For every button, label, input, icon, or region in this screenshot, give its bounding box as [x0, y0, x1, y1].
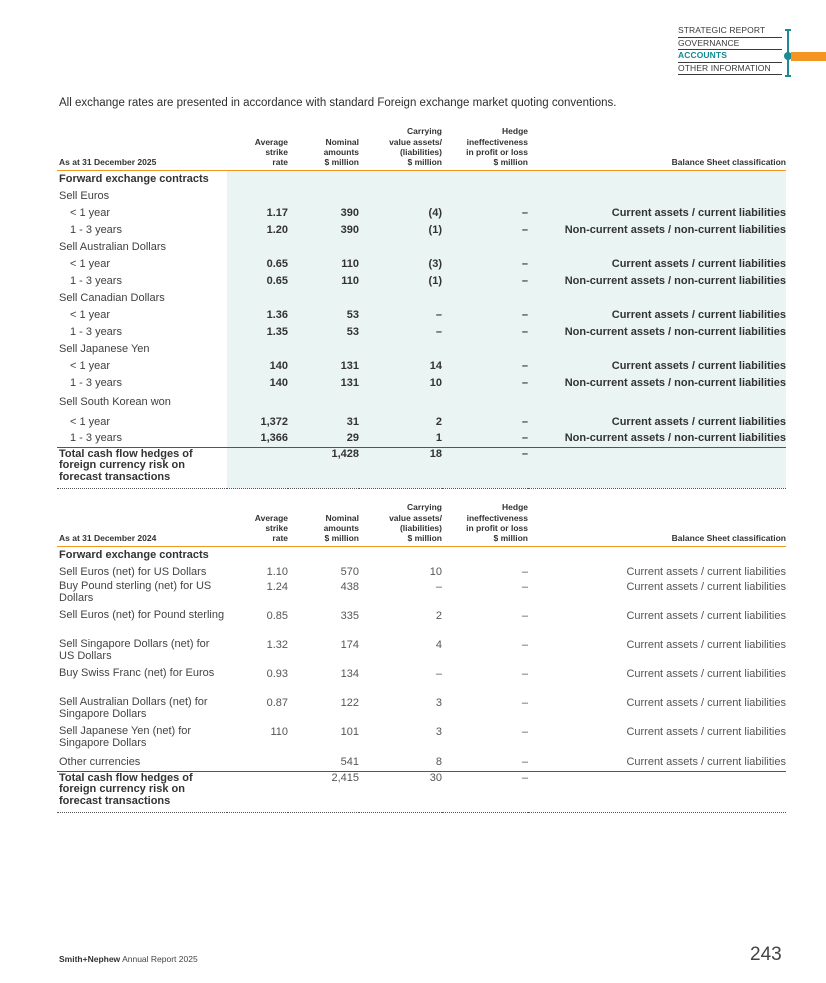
cell-strike: 140	[227, 357, 288, 374]
table-row	[57, 374, 786, 391]
cell-classification: Current assets / current liabilities	[626, 697, 786, 709]
column-header-nominal: Nominal amounts $ million	[288, 493, 359, 546]
cell-classification: Non-current assets / non-current liabilities	[528, 430, 786, 447]
column-header-carrying: Carrying value assets/ (liabilities) $ million	[359, 117, 442, 170]
column-header-period: As at 31 December 2025	[57, 117, 227, 170]
report-name: Annual Report 2025	[122, 954, 198, 964]
group-label: Sell South Korean won	[59, 396, 171, 408]
cell-carrying: 10	[429, 565, 442, 578]
cell-carrying: –	[435, 668, 442, 680]
table-row	[57, 754, 786, 771]
total-label: Total cash flow hedges of foreign currency risk on forecast transactions	[57, 447, 227, 488]
column-header-carrying: Carrying value assets/ (liabilities) $ million	[359, 493, 442, 546]
intro-text: All exchange rates are presented in accordance with standard Foreign exchange market quoting conventions.	[59, 97, 617, 109]
table-row	[57, 204, 786, 221]
row-label: 1 - 3 years	[70, 325, 122, 338]
cell-carrying: –	[359, 306, 442, 323]
cell-nominal: 110	[288, 272, 359, 289]
cell-classification: Current assets / current liabilities	[626, 756, 786, 769]
total-row	[57, 771, 786, 812]
table-row	[57, 638, 786, 667]
cell-strike: 1.17	[227, 204, 288, 221]
cell-hedge: –	[442, 374, 528, 391]
cell-classification: Current assets / current liabilities	[528, 357, 786, 374]
cell-strike: 1,372	[227, 413, 288, 430]
table-row	[57, 667, 786, 696]
cell-nominal: 390	[288, 221, 359, 238]
cell-carrying: (1)	[359, 272, 442, 289]
cell-strike: 0.85	[266, 610, 288, 622]
row-label: 1 - 3 years	[70, 376, 122, 389]
table-row	[57, 323, 786, 340]
cell-classification: Current assets / current liabilities	[626, 639, 786, 651]
table-row	[57, 580, 786, 609]
row-label: < 1 year	[70, 359, 111, 372]
cell-classification: Current assets / current liabilities	[528, 255, 786, 272]
column-header-classification: Balance Sheet classification	[528, 493, 786, 546]
cell-classification: Current assets / current liabilities	[626, 668, 786, 680]
row-label: < 1 year	[70, 257, 111, 270]
cell-carrying: 10	[359, 374, 442, 391]
cell-strike: 0.93	[266, 668, 288, 680]
cell-carrying: –	[359, 323, 442, 340]
column-header-hedge: Hedge ineffectiveness in profit or loss $ million	[442, 493, 528, 546]
nav-indicator-tick-bottom	[785, 75, 791, 77]
cell-carrying: (3)	[359, 255, 442, 272]
column-header-strike: Average strike rate	[227, 493, 288, 546]
row-label: Sell Japanese Yen (net) for Singapore Dollars	[59, 725, 192, 749]
cell-carrying: 8	[435, 756, 442, 769]
table-row	[57, 609, 786, 638]
cell-carrying: –	[435, 581, 442, 593]
section-label: Forward exchange contracts	[59, 172, 209, 185]
cell-strike: 1,366	[227, 430, 288, 447]
cell-hedge: –	[521, 756, 528, 769]
row-label: Sell Singapore Dollars (net) for US Dollars	[59, 638, 210, 662]
table-row	[57, 563, 786, 580]
cell-carrying: 14	[359, 357, 442, 374]
row-label: < 1 year	[70, 308, 111, 321]
row-label: < 1 year	[70, 206, 111, 219]
hedges-table-2024	[57, 493, 786, 813]
cell-classification: Current assets / current liabilities	[528, 413, 786, 430]
cell-classification: Current assets / current liabilities	[626, 610, 786, 622]
cell-nominal: 31	[288, 413, 359, 430]
group-row	[57, 391, 786, 413]
cell-carrying: 4	[435, 639, 442, 651]
group-row	[57, 238, 786, 255]
cell-classification: Current assets / current liabilities	[626, 565, 786, 578]
group-label: Sell Canadian Dollars	[59, 291, 165, 304]
cell-carrying: (4)	[359, 204, 442, 221]
cell-hedge: –	[442, 323, 528, 340]
page-number: 243	[750, 944, 782, 965]
row-label: Buy Pound sterling (net) for US Dollars	[59, 580, 212, 604]
cell-carrying: 1	[359, 430, 442, 447]
cell-carrying: 3	[435, 697, 442, 709]
table-row	[57, 221, 786, 238]
nav-active-tab	[791, 52, 826, 61]
cell-nominal: 438	[340, 581, 359, 593]
nav-governance[interactable]: GOVERNANCE	[678, 38, 782, 51]
cell-strike: 1.10	[266, 565, 288, 578]
row-label: Buy Swiss Franc (net) for Euros	[59, 667, 215, 679]
table-row	[57, 306, 786, 323]
cell-classification: Current assets / current liabilities	[626, 581, 786, 593]
cell-nominal: 53	[288, 323, 359, 340]
cell-hedge: –	[442, 221, 528, 238]
cell-nominal: 53	[288, 306, 359, 323]
cell-hedge: –	[442, 413, 528, 430]
cell-strike: 1.35	[227, 323, 288, 340]
cell-hedge: –	[521, 565, 528, 578]
group-label: Sell Australian Dollars	[59, 240, 166, 253]
cell-carrying: 2	[359, 413, 442, 430]
nav-accounts[interactable]: ACCOUNTS	[678, 50, 782, 63]
row-label: < 1 year	[70, 415, 111, 428]
hedges-table-2025	[57, 117, 786, 489]
row-label: 1 - 3 years	[70, 223, 122, 236]
row-label: 1 - 3 years	[70, 432, 122, 445]
cell-nominal: 541	[340, 756, 359, 769]
cell-classification: Non-current assets / non-current liabilities	[528, 272, 786, 289]
row-label: Sell Euros (net) for US Dollars	[59, 565, 207, 578]
cell-nominal: 174	[340, 639, 359, 651]
column-header-strike: Average strike rate	[227, 117, 288, 170]
total-row	[57, 447, 786, 488]
total-carrying: 18	[359, 447, 442, 488]
table-row	[57, 725, 786, 754]
cell-strike: 0.87	[266, 697, 288, 709]
table-row	[57, 413, 786, 430]
section-nav	[678, 25, 782, 75]
brand-name: Smith+Nephew	[59, 954, 121, 964]
row-label: Sell Euros (net) for Pound sterling	[59, 609, 225, 621]
cell-strike: 110	[270, 726, 288, 738]
table-row	[57, 272, 786, 289]
section-row	[57, 546, 786, 563]
cell-strike: 1.32	[266, 639, 288, 651]
cell-classification: Non-current assets / non-current liabilities	[528, 221, 786, 238]
cell-classification: Non-current assets / non-current liabilities	[528, 374, 786, 391]
table-row	[57, 430, 786, 447]
section-label: Forward exchange contracts	[59, 548, 209, 561]
cell-nominal: 335	[340, 610, 359, 622]
cell-classification: Current assets / current liabilities	[528, 204, 786, 221]
column-header-nominal: Nominal amounts $ million	[288, 117, 359, 170]
cell-strike: 1.24	[266, 581, 288, 593]
cell-nominal: 570	[340, 565, 359, 578]
cell-classification: Non-current assets / non-current liabilities	[528, 323, 786, 340]
cell-carrying: (1)	[359, 221, 442, 238]
cell-hedge: –	[521, 639, 528, 651]
cell-hedge: –	[521, 726, 528, 738]
footer-brand	[59, 954, 198, 964]
cell-strike: 0.65	[227, 272, 288, 289]
cell-hedge: –	[521, 697, 528, 709]
group-label: Sell Japanese Yen	[59, 342, 150, 355]
row-label: 1 - 3 years	[70, 274, 122, 287]
column-header-hedge: Hedge ineffectiveness in profit or loss $ million	[442, 117, 528, 170]
group-label: Sell Euros	[59, 189, 110, 202]
cell-nominal: 131	[288, 374, 359, 391]
total-carrying: 30	[359, 771, 442, 812]
cell-classification: Current assets / current liabilities	[626, 726, 786, 738]
cell-hedge: –	[442, 204, 528, 221]
cell-nominal: 131	[288, 357, 359, 374]
column-header-period: As at 31 December 2024	[57, 493, 227, 546]
cell-strike: 1.20	[227, 221, 288, 238]
row-label: Sell Australian Dollars (net) for Singapore Dollars	[59, 696, 208, 720]
cell-carrying: 3	[435, 726, 442, 738]
group-row	[57, 289, 786, 306]
section-row	[57, 170, 786, 187]
group-row	[57, 187, 786, 204]
total-hedge: –	[442, 447, 528, 488]
cell-hedge: –	[442, 357, 528, 374]
cell-classification: Current assets / current liabilities	[528, 306, 786, 323]
cell-strike	[227, 754, 288, 771]
cell-hedge: –	[521, 668, 528, 680]
cell-hedge: –	[442, 255, 528, 272]
row-label: Other currencies	[59, 756, 141, 769]
cell-nominal: 134	[340, 668, 359, 680]
cell-nominal: 110	[288, 255, 359, 272]
cell-nominal: 101	[340, 726, 359, 738]
group-row	[57, 340, 786, 357]
nav-indicator-tick-top	[785, 29, 791, 31]
cell-strike: 1.36	[227, 306, 288, 323]
cell-nominal: 390	[288, 204, 359, 221]
cell-hedge: –	[521, 610, 528, 622]
cell-hedge: –	[442, 306, 528, 323]
table-row	[57, 357, 786, 374]
cell-hedge: –	[442, 430, 528, 447]
cell-strike: 140	[227, 374, 288, 391]
total-hedge: –	[442, 771, 528, 812]
table-row	[57, 255, 786, 272]
nav-strategic-report[interactable]: STRATEGIC REPORT	[678, 25, 782, 38]
table-row	[57, 696, 786, 725]
cell-hedge: –	[442, 272, 528, 289]
cell-nominal: 29	[288, 430, 359, 447]
cell-strike: 0.65	[227, 255, 288, 272]
total-label: Total cash flow hedges of foreign currency risk on forecast transactions	[57, 771, 227, 812]
total-nominal: 1,428	[288, 447, 359, 488]
total-nominal: 2,415	[288, 771, 359, 812]
nav-other-information[interactable]: OTHER INFORMATION	[678, 63, 782, 76]
cell-nominal: 122	[340, 697, 359, 709]
column-header-classification: Balance Sheet classification	[528, 117, 786, 170]
cell-hedge: –	[521, 581, 528, 593]
cell-carrying: 2	[435, 610, 442, 622]
